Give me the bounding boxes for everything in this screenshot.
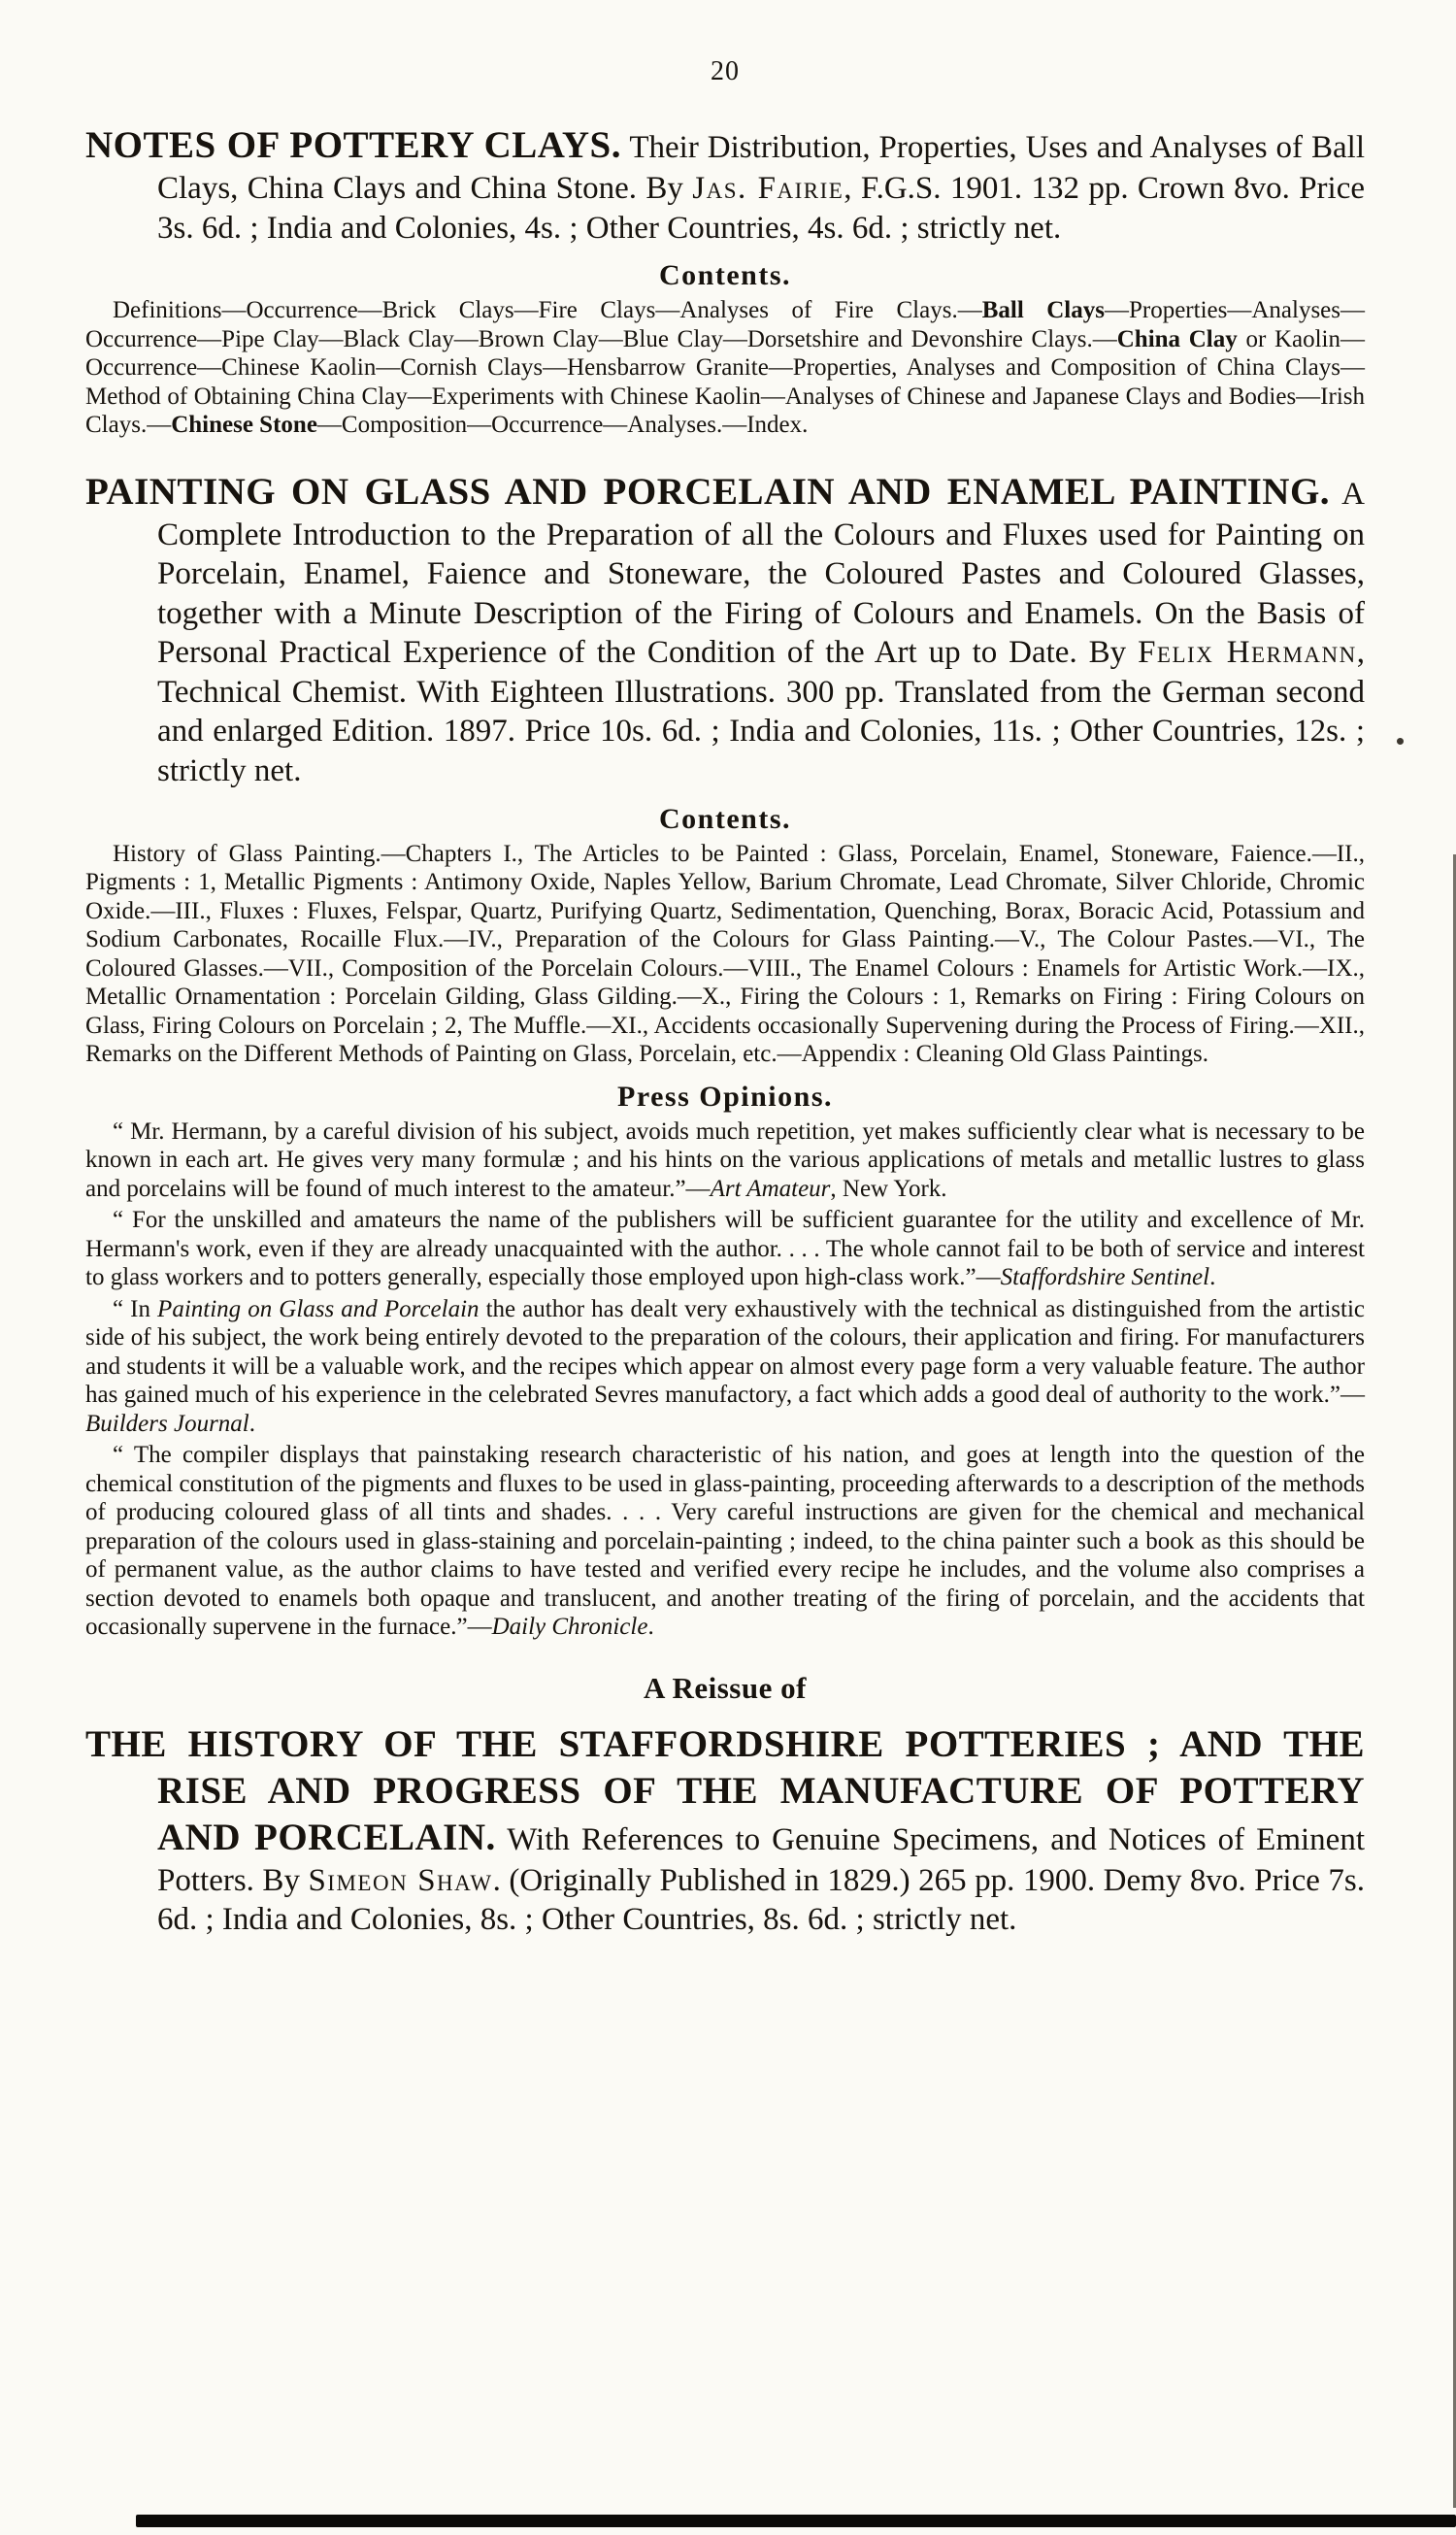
catalog-entry-pottery-clays	[85, 122, 1365, 440]
author-name: Simeon Shaw	[308, 1862, 493, 1898]
scan-edge-artifact-bottom	[136, 2515, 1456, 2527]
text-segment: , F.G.S. 1901. 132 pp. Crown 8vo. Price 3s. 6d. ; India and Colonies, 4s. ; Other Countries, 4s. 6d. ; strictly net.	[157, 170, 1365, 246]
text-segment: —Composition—Occurrence—Analyses.—Index.	[316, 412, 809, 439]
text-segment: History of Glass Painting.—Chapters I., The Articles to be Painted : Glass, Porcelain, Enamel, Stoneware, Faience.—II., Pigments : 1, Metallic Pigments : Antimony Oxide, Naples Yellow, Barium Chromate, Lead Chromate, Silver Chloride, Chromic Oxide.—III., Fluxes : Fluxes, Felspar, Quartz, Purifying Quartz, Sedimentation, Quenching, Borax, Boracic Acid, Potassium and Sodium Carbonates, Rocaille Flux.—IV., Preparation of the Colours for Glass Painting.—V., The Colour Pastes.—VI., The Coloured Glasses.—VII., Composition of the Porcelain Colours.—VIII., The Enamel Colours : Enamels for Artistic Work.—IX., Metallic Ornamentation : Porcelain Gilding, Glass Gilding.—X., Firing the Colours : 1, Remarks on Firing : Firing Colours on Glass, Firing Colours on Porcelain ; 2, The Muffle.—XI., Accidents occasionally Supervening during the Process of Firing.—XII., Remarks on the Different Methods of Painting on Glass, Porcelain, etc.—Appendix : Cleaning Old Glass Paintings.	[85, 840, 1365, 1068]
contents-heading: Contents.	[658, 259, 791, 292]
text-segment: “ The compiler displays that painstaking research characteristic of his nation, and goes at length into the question of the chemical constitution of the pigments and fluxes to be used in glass-painting, proceeding afterwards to a description of the methods of producing coloured glass of all tints and shades. . . . Very careful instructions are given for the chemical and mechanical preparation of the colours used in glass-staining and porcelain-painting ; indeed, to the china painter such a book as this should be of permanent value, as the author claims to have tested and verified every recipe he includes, and the volume also comprises a section devoted to enamels both opaque and translucent, and another treating of the firing of porcelain, and the accidents that occasionally supervene in the furnace.”—	[85, 1442, 1365, 1641]
scan-speck	[1397, 738, 1404, 745]
book-title-reference: Painting on Glass and Porcelain	[157, 1295, 480, 1322]
book-title: THE HISTORY OF THE STAFFORDSHIRE POTTERIES ; AND THE RISE AND PROGRESS OF THE MANUFACTURE OF POTTERY AND PORCELAIN.	[85, 1722, 1365, 1858]
text-segment: With References to Genuine Specimens, and Notices of Eminent Potters. By	[157, 1821, 1365, 1898]
text-segment: “ In	[113, 1295, 158, 1322]
book-title: PAINTING ON GLASS AND PORCELAIN AND ENAMEL PAINTING.	[85, 470, 1331, 513]
text-segment: “ For the unskilled and amateurs the name of the publishers will be sufficient guarantee for the utility and excellence of Mr. Hermann's work, even if they are already unacquainted with the author. . . . The whole cannot fail to be both of service and interest to glass workers and to potters generally, especially those employed upon high-class work.”—	[85, 1207, 1365, 1291]
journal-name: Builders Journal	[85, 1410, 249, 1437]
author-name: Felix Hermann	[1138, 635, 1357, 671]
press-opinion-quote	[85, 1206, 1365, 1292]
text-segment: Definitions—Occurrence—Brick Clays—Fire Clays—Analyses of Fire Clays.—	[113, 297, 982, 324]
journal-name: Art Amateur	[710, 1175, 831, 1202]
catalog-entry-painting-on-glass	[85, 469, 1365, 1642]
text-segment: .	[248, 1410, 255, 1437]
author-name: Jas. Fairie	[692, 170, 844, 206]
journal-name: Daily Chronicle	[491, 1614, 648, 1641]
text-segment: the author has dealt very exhaustively with the technical as distinguished from the artistic side of his subject, the work being entirely devoted to the preparation of the colours, their application and firing. For manufacturers and students it will be a valuable work, and the recipes which appear on almost every page form a very valuable feature. The author has gained much of his experience in the celebrated Sevres manufactory, a fact which adds a good deal of authority to the work.”—	[85, 1295, 1365, 1409]
reissue-heading: A Reissue of	[644, 1670, 807, 1705]
press-opinion-quote	[85, 1295, 1365, 1439]
text-segment: .	[647, 1614, 654, 1641]
press-opinion-quote	[85, 1117, 1365, 1204]
text-segment: A Complete Introduction to the Preparation of all the Colours and Fluxes used for Painting on Porcelain, Enamel, Faience and Stoneware, the Coloured Pastes and Coloured Glasses, together with a Minute Description of the Firing of Colours and Enamels. On the Basis of Personal Practical Experience of the Condition of the Art up to Date. By	[157, 476, 1365, 671]
text-segment: Ball Clays	[981, 297, 1105, 324]
text-segment: , New York.	[830, 1175, 947, 1202]
text-segment: Their Distribution, Properties, Uses and Analyses of Ball Clays, China Clays and China Stone. By	[157, 130, 1365, 206]
text-segment: or Kaolin—Occurrence—Chinese Kaolin—Cornish Clays—Hensbarrow Granite—Properties, Analyses and Composition of China Clays—Method of Obtaining China Clay—Experiments with Chinese Kaolin—Analyses of Chinese and Japanese Clays and Bodies—Irish Clays.—	[85, 325, 1366, 439]
contents-heading: Contents.	[658, 802, 791, 835]
contents-paragraph	[85, 840, 1365, 1069]
entry-paragraph	[85, 469, 1365, 791]
text-segment: “ Mr. Hermann, by a careful division of his subject, avoids much repetition, yet makes sufficiently clear what is necessary to be known in each art. He gives very many formulæ ; and his hints on the various applications of metals and metallic lustres to glass and porcelains will be found of much interest to the amateur.”—	[85, 1117, 1365, 1202]
entry-paragraph	[85, 1721, 1365, 1940]
text-segment: China Clay	[1116, 325, 1238, 352]
text-segment: —Properties—Analyses—Occurrence—Pipe Clay—Black Clay—Brown Clay—Blue Clay—Dorsetshire and Devonshire Clays.—	[85, 297, 1366, 352]
catalog-entry-staffordshire-potteries	[85, 1671, 1365, 1940]
press-opinions-heading: Press Opinions.	[617, 1080, 833, 1113]
book-title: NOTES OF POTTERY CLAYS.	[85, 124, 621, 166]
text-segment: Chinese Stone	[171, 412, 317, 439]
page-number: 20	[711, 56, 740, 86]
journal-name: Staffordshire Sentinel	[1000, 1264, 1210, 1291]
text-segment: .	[1209, 1264, 1216, 1291]
contents-paragraph	[85, 296, 1365, 440]
text-segment: . (Originally Published in 1829.) 265 pp. 1900. Demy 8vo. Price 7s. 6d. ; India and Colonies, 8s. ; Other Countries, 8s. 6d. ; strictly net.	[157, 1862, 1366, 1938]
press-opinion-quote	[85, 1441, 1365, 1642]
entry-paragraph	[85, 122, 1365, 248]
text-segment: , Technical Chemist. With Eighteen Illustrations. 300 pp. Translated from the German second and enlarged Edition. 1897. Price 10s. 6d. ; India and Colonies, 11s. ; Other Countries, 12s. ; strictly net.	[157, 635, 1365, 789]
